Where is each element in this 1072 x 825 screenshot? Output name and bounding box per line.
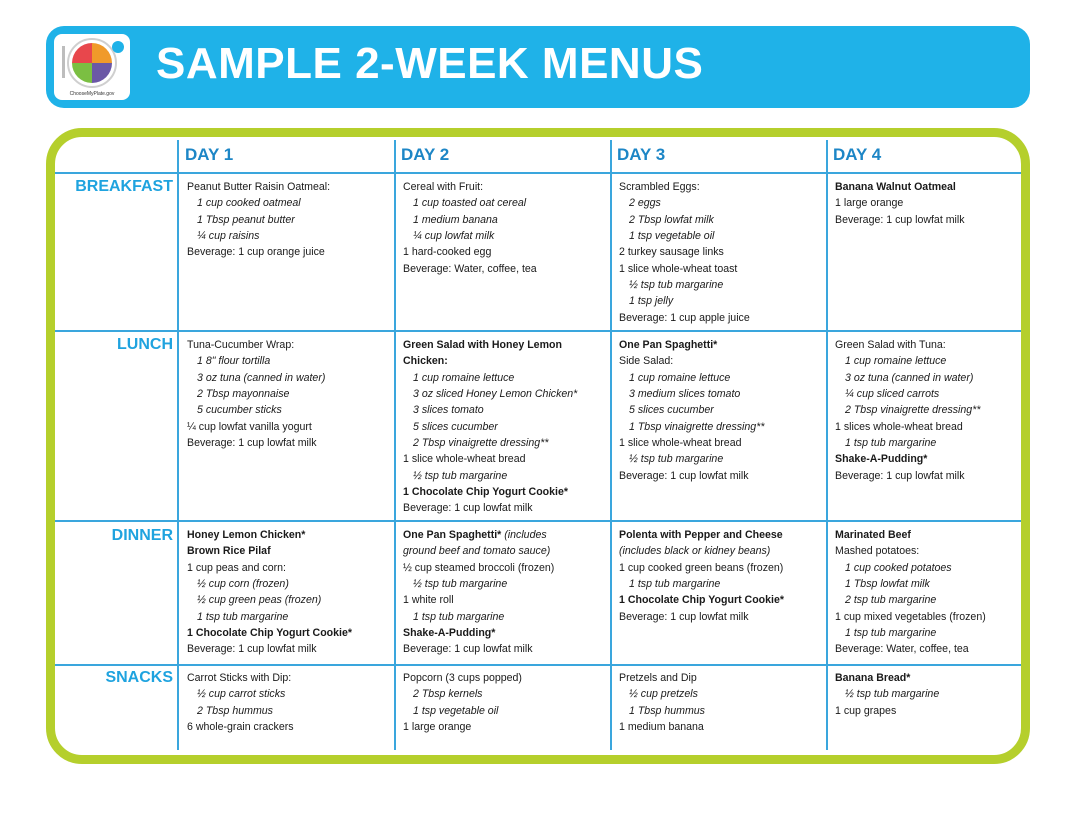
menu-line bbox=[619, 468, 764, 484]
menu-line bbox=[835, 402, 980, 418]
menu-line bbox=[403, 402, 577, 418]
menu-line-text: 6 whole-grain crackers bbox=[187, 721, 294, 734]
menu-cell-lunch-day3 bbox=[619, 337, 764, 484]
menu-line bbox=[403, 419, 577, 435]
menu-line-text: 1 cup romaine lettuce bbox=[845, 355, 947, 368]
menu-cell-dinner-day1 bbox=[187, 527, 352, 658]
menu-cell-breakfast-day2 bbox=[403, 179, 537, 277]
menu-line-text: Cereal with Fruit: bbox=[403, 181, 484, 193]
menu-line bbox=[403, 625, 554, 641]
menu-line-text: 2 Tbsp mayonnaise bbox=[197, 388, 290, 401]
menu-line-text: 5 cucumber sticks bbox=[197, 404, 282, 417]
day-header: DAY 3 bbox=[617, 145, 666, 164]
menu-line bbox=[403, 543, 554, 559]
menu-line bbox=[187, 244, 330, 260]
menu-line-text: Banana Bread* bbox=[835, 672, 911, 684]
menu-line-text: ½ tsp tub margarine bbox=[413, 578, 508, 591]
menu-line bbox=[619, 576, 784, 592]
grid-line bbox=[177, 140, 179, 750]
menu-line bbox=[619, 212, 750, 228]
menu-line-text: Scrambled Eggs: bbox=[619, 181, 700, 193]
grid-line bbox=[55, 172, 1021, 174]
menu-line bbox=[403, 337, 577, 353]
menu-line bbox=[835, 703, 939, 719]
menu-line-text: 3 oz tuna (canned in water) bbox=[845, 371, 974, 384]
menu-line-text: 3 slices tomato bbox=[413, 404, 484, 417]
menu-line bbox=[619, 370, 764, 386]
menu-line-text: 2 Tbsp hummus bbox=[197, 704, 273, 717]
menu-line bbox=[403, 670, 522, 686]
menu-line-text: Polenta with Pepper and Cheese bbox=[619, 529, 783, 541]
menu-line bbox=[835, 576, 986, 592]
menu-line-text: 1 Tbsp vinaigrette dressing** bbox=[629, 420, 765, 433]
menu-line-text: 5 slices cucumber bbox=[629, 404, 714, 417]
menu-line-text: ¼ cup raisins bbox=[197, 230, 260, 243]
menu-line bbox=[187, 195, 330, 211]
menu-line bbox=[835, 625, 986, 641]
menu-line bbox=[403, 386, 577, 402]
menu-line bbox=[403, 212, 537, 228]
menu-cell-snacks-day1 bbox=[187, 670, 294, 735]
menu-line-text: ½ tsp tub margarine bbox=[845, 688, 940, 701]
menu-line-text: 1 8" flour tortilla bbox=[197, 355, 271, 368]
menu-line bbox=[403, 484, 577, 500]
menu-line bbox=[187, 686, 294, 702]
menu-line bbox=[619, 337, 764, 353]
menu-line-text: Beverage: 1 cup apple juice bbox=[619, 311, 750, 324]
menu-line-text: 1 tsp vegetable oil bbox=[413, 704, 499, 717]
logo-caption: ChooseMyPlate.gov bbox=[69, 91, 115, 97]
menu-line-text: 1 slice whole-wheat bread bbox=[619, 437, 742, 450]
menu-line-text: Brown Rice Pilaf bbox=[187, 545, 271, 558]
menu-line bbox=[403, 500, 577, 516]
menu-line-text: Mashed potatoes: bbox=[835, 545, 920, 558]
menu-cell-dinner-day3 bbox=[619, 527, 784, 625]
menu-line bbox=[835, 527, 986, 543]
menu-line-text: Green Salad with Honey Lemon bbox=[403, 339, 562, 351]
menu-line bbox=[835, 435, 980, 451]
menu-line bbox=[187, 179, 330, 195]
menu-line bbox=[187, 543, 352, 559]
menu-line-text: 1 cup grapes bbox=[835, 704, 897, 717]
menu-line-text: 1 tsp vegetable oil bbox=[629, 230, 715, 243]
menu-line bbox=[187, 402, 325, 418]
menu-line-text: Honey Lemon Chicken* bbox=[187, 529, 306, 541]
grid-line bbox=[394, 140, 396, 750]
menu-line bbox=[403, 609, 554, 625]
menu-line bbox=[403, 686, 522, 702]
menu-line bbox=[187, 212, 330, 228]
menu-line bbox=[835, 451, 980, 467]
menu-line-text: Beverage: 1 cup lowfat milk bbox=[403, 643, 533, 656]
menu-line-text: 2 Tbsp lowfat milk bbox=[629, 213, 714, 226]
menu-line bbox=[403, 261, 537, 277]
menu-line bbox=[619, 310, 750, 326]
menu-line-text: Marinated Beef bbox=[835, 529, 911, 541]
menu-line-text: 3 oz sliced Honey Lemon Chicken* bbox=[413, 388, 578, 401]
menu-line bbox=[187, 641, 352, 657]
menu-line-text: ½ tsp tub margarine bbox=[629, 453, 724, 466]
menu-line-text: Peanut Butter Raisin Oatmeal: bbox=[187, 181, 331, 193]
menu-cell-lunch-day4 bbox=[835, 337, 980, 484]
menu-cell-lunch-day2 bbox=[403, 337, 577, 517]
menu-line-note: (includes bbox=[501, 529, 547, 541]
menu-line-text: 1 Tbsp peanut butter bbox=[197, 213, 295, 226]
menu-line bbox=[619, 293, 750, 309]
grid-line bbox=[55, 664, 1021, 666]
menu-line bbox=[187, 386, 325, 402]
menu-line bbox=[619, 228, 750, 244]
menu-line-text: Pretzels and Dip bbox=[619, 672, 697, 684]
menu-line-text: ¼ cup lowfat milk bbox=[413, 230, 495, 243]
menu-line-text: Beverage: 1 cup lowfat milk bbox=[403, 502, 533, 515]
menu-line bbox=[835, 641, 986, 657]
menu-line bbox=[403, 719, 522, 735]
menu-cell-snacks-day4 bbox=[835, 670, 939, 719]
menu-line bbox=[403, 560, 554, 576]
menu-line bbox=[403, 641, 554, 657]
menu-cell-snacks-day2 bbox=[403, 670, 522, 735]
menu-line bbox=[835, 195, 965, 211]
menu-line bbox=[619, 277, 750, 293]
menu-line bbox=[619, 670, 705, 686]
menu-line bbox=[187, 625, 352, 641]
menu-line bbox=[835, 370, 980, 386]
menu-line-text: ground beef and tomato sauce) bbox=[403, 545, 551, 558]
menu-cell-breakfast-day1 bbox=[187, 179, 330, 261]
menu-line-text: 1 cup cooked oatmeal bbox=[197, 197, 301, 210]
menu-cell-breakfast-day3 bbox=[619, 179, 750, 326]
menu-line-text: (includes black or kidney beans) bbox=[619, 545, 771, 558]
menu-line bbox=[835, 592, 986, 608]
menu-line-text: Green Salad with Tuna: bbox=[835, 339, 946, 351]
menu-line-text: 1 Chocolate Chip Yogurt Cookie* bbox=[187, 627, 353, 640]
menu-line bbox=[619, 703, 705, 719]
menu-line bbox=[619, 244, 750, 260]
menu-line bbox=[619, 609, 784, 625]
menu-line-text: 1 cup cooked potatoes bbox=[845, 561, 952, 574]
menu-line bbox=[403, 228, 537, 244]
menu-line-text: 1 tsp tub margarine bbox=[197, 610, 289, 623]
page-title: SAMPLE 2-WEEK MENUS bbox=[156, 39, 704, 88]
menu-line-text: 1 cup cooked green beans (frozen) bbox=[619, 561, 784, 574]
menu-line bbox=[187, 592, 352, 608]
menu-line bbox=[187, 419, 325, 435]
menu-line bbox=[187, 576, 352, 592]
menu-line-text: 2 turkey sausage links bbox=[619, 246, 724, 259]
menu-line-text: One Pan Spaghetti* bbox=[619, 339, 718, 351]
menu-line-text: 2 eggs bbox=[629, 197, 661, 210]
menu-line-text: Shake-A-Pudding* bbox=[835, 453, 928, 466]
menu-line-text: Banana Walnut Oatmeal bbox=[835, 181, 956, 193]
grid-line bbox=[610, 140, 612, 750]
menu-line-text: 1 tsp jelly bbox=[629, 295, 674, 308]
menu-line-text: Beverage: 1 cup lowfat milk bbox=[187, 437, 317, 450]
menu-line bbox=[835, 468, 980, 484]
menu-line-text: Beverage: Water, coffee, tea bbox=[835, 643, 969, 656]
menu-line bbox=[403, 468, 577, 484]
menu-line bbox=[835, 670, 939, 686]
menu-line bbox=[187, 228, 330, 244]
menu-line bbox=[403, 576, 554, 592]
menu-line bbox=[619, 419, 764, 435]
menu-line-text: 2 Tbsp vinaigrette dressing** bbox=[413, 437, 549, 450]
menu-line-text: 1 tsp tub margarine bbox=[413, 610, 505, 623]
menu-cell-dinner-day2 bbox=[403, 527, 554, 658]
menu-line-text: Beverage: 1 cup lowfat milk bbox=[187, 643, 317, 656]
menu-line-text: 1 cup toasted oat cereal bbox=[413, 197, 527, 210]
menu-line bbox=[187, 435, 325, 451]
menu-line-text: 1 large orange bbox=[835, 197, 904, 210]
grid-line bbox=[55, 520, 1021, 522]
menu-line bbox=[619, 719, 705, 735]
day-header: DAY 1 bbox=[185, 145, 234, 164]
menu-line-text: 1 medium banana bbox=[413, 213, 498, 226]
menu-line-text: Chicken: bbox=[403, 355, 448, 368]
menu-line-text: Beverage: 1 cup lowfat milk bbox=[619, 469, 749, 482]
menu-line bbox=[619, 543, 784, 559]
menu-line-text: ¼ cup sliced carrots bbox=[845, 388, 940, 401]
menu-line bbox=[835, 609, 986, 625]
menu-line-text: 1 slice whole-wheat toast bbox=[619, 262, 738, 275]
menu-line bbox=[619, 386, 764, 402]
meal-label-breakfast: BREAKFAST bbox=[75, 178, 173, 195]
menu-line-text: Beverage: 1 cup orange juice bbox=[187, 246, 325, 259]
menu-line-text: 2 Tbsp vinaigrette dressing** bbox=[845, 404, 981, 417]
menu-line-text: 2 Tbsp kernels bbox=[413, 688, 483, 701]
menu-line bbox=[403, 179, 537, 195]
menu-line bbox=[835, 212, 965, 228]
day-header: DAY 2 bbox=[401, 145, 450, 164]
menu-line bbox=[835, 560, 986, 576]
menu-line bbox=[403, 435, 577, 451]
menu-line-text: Side Salad: bbox=[619, 355, 674, 368]
menu-line-text: 1 tsp tub margarine bbox=[629, 578, 721, 591]
meal-label-lunch: LUNCH bbox=[117, 336, 173, 353]
menu-line bbox=[619, 195, 750, 211]
menu-line bbox=[835, 686, 939, 702]
menu-line bbox=[187, 370, 325, 386]
menu-line-text: 1 white roll bbox=[403, 594, 454, 607]
menu-line bbox=[187, 703, 294, 719]
menu-line bbox=[619, 451, 764, 467]
menu-line bbox=[619, 686, 705, 702]
menu-line bbox=[619, 592, 784, 608]
menu-line-text: 1 cup mixed vegetables (frozen) bbox=[835, 610, 986, 623]
menu-line bbox=[187, 560, 352, 576]
menu-line-text: 1 slice whole-wheat bread bbox=[403, 453, 526, 466]
grid-line bbox=[826, 140, 828, 750]
menu-line bbox=[619, 179, 750, 195]
menu-line-text: 3 medium slices tomato bbox=[629, 388, 741, 401]
menu-line bbox=[403, 370, 577, 386]
menu-line-text: ½ cup carrot sticks bbox=[197, 688, 286, 701]
menu-line bbox=[619, 560, 784, 576]
menu-line-text: 1 large orange bbox=[403, 721, 472, 734]
menu-line-text: 5 slices cucumber bbox=[413, 420, 498, 433]
menu-line bbox=[835, 337, 980, 353]
menu-line-text: Beverage: 1 cup lowfat milk bbox=[835, 469, 965, 482]
menu-line-text: 1 cup peas and corn: bbox=[187, 561, 286, 574]
menu-line-text: 1 tsp tub margarine bbox=[845, 627, 937, 640]
menu-line bbox=[187, 609, 352, 625]
menu-line bbox=[403, 451, 577, 467]
menu-line bbox=[403, 592, 554, 608]
menu-line bbox=[619, 353, 764, 369]
menu-cell-lunch-day1 bbox=[187, 337, 325, 451]
menu-line-text: Beverage: Water, coffee, tea bbox=[403, 262, 537, 275]
menu-line-text: Carrot Sticks with Dip: bbox=[187, 672, 292, 684]
menu-line-text: ½ cup pretzels bbox=[629, 688, 698, 701]
menu-line bbox=[835, 353, 980, 369]
menu-cell-snacks-day3 bbox=[619, 670, 705, 735]
menu-line-text: 1 medium banana bbox=[619, 721, 704, 734]
menu-cell-breakfast-day4 bbox=[835, 179, 965, 228]
menu-line bbox=[403, 244, 537, 260]
menu-line bbox=[835, 543, 986, 559]
menu-line-text: ¼ cup lowfat vanilla yogurt bbox=[187, 420, 312, 433]
menu-line bbox=[403, 527, 554, 543]
menu-line bbox=[187, 670, 294, 686]
menu-line-text: Tuna-Cucumber Wrap: bbox=[187, 339, 295, 351]
menu-line-text: Beverage: 1 cup lowfat milk bbox=[619, 610, 749, 623]
menu-line bbox=[403, 195, 537, 211]
menu-line-text: ½ cup steamed broccoli (frozen) bbox=[403, 561, 555, 574]
menu-line bbox=[835, 179, 965, 195]
menu-line-text: 1 cup romaine lettuce bbox=[413, 371, 515, 384]
menu-line-text: 1 cup romaine lettuce bbox=[629, 371, 731, 384]
menu-line-text: 1 hard-cooked egg bbox=[403, 246, 492, 259]
menu-line-text: Shake-A-Pudding* bbox=[403, 627, 496, 640]
menu-line bbox=[619, 261, 750, 277]
menu-line bbox=[619, 527, 784, 543]
menu-line-text: ½ cup green peas (frozen) bbox=[197, 594, 322, 607]
day-header: DAY 4 bbox=[833, 145, 882, 164]
menu-line-text: ½ tsp tub margarine bbox=[413, 469, 508, 482]
menu-line bbox=[835, 419, 980, 435]
menu-line-text: ½ tsp tub margarine bbox=[629, 279, 724, 292]
menu-line-text: ½ cup corn (frozen) bbox=[197, 578, 289, 591]
menu-cell-dinner-day4 bbox=[835, 527, 986, 658]
meal-label-dinner: DINNER bbox=[111, 527, 173, 544]
menu-line-text: 1 Chocolate Chip Yogurt Cookie* bbox=[403, 486, 569, 499]
menu-line-text: 3 oz tuna (canned in water) bbox=[197, 371, 326, 384]
menu-line-text: 1 Tbsp lowfat milk bbox=[845, 578, 930, 591]
menu-line-text: 1 Tbsp hummus bbox=[629, 704, 705, 717]
menu-line-text: 2 tsp tub margarine bbox=[845, 594, 937, 607]
menu-line-text: Beverage: 1 cup lowfat milk bbox=[835, 213, 965, 226]
menu-line-text: Popcorn (3 cups popped) bbox=[403, 672, 522, 684]
menu-line bbox=[403, 353, 577, 369]
menu-line bbox=[619, 402, 764, 418]
menu-line-text: 1 Chocolate Chip Yogurt Cookie* bbox=[619, 594, 785, 607]
menu-line bbox=[619, 435, 764, 451]
menu-line bbox=[187, 337, 325, 353]
menu-line bbox=[403, 703, 522, 719]
menu-line bbox=[187, 527, 352, 543]
menu-line bbox=[187, 353, 325, 369]
menu-line-text: One Pan Spaghetti* bbox=[403, 529, 502, 541]
menu-line-text: 1 tsp tub margarine bbox=[845, 437, 937, 450]
meal-label-snacks: SNACKS bbox=[105, 669, 173, 686]
grid-line bbox=[55, 330, 1021, 332]
menu-line bbox=[187, 719, 294, 735]
menu-line-text: 1 slices whole-wheat bread bbox=[835, 420, 963, 433]
menu-line bbox=[835, 386, 980, 402]
